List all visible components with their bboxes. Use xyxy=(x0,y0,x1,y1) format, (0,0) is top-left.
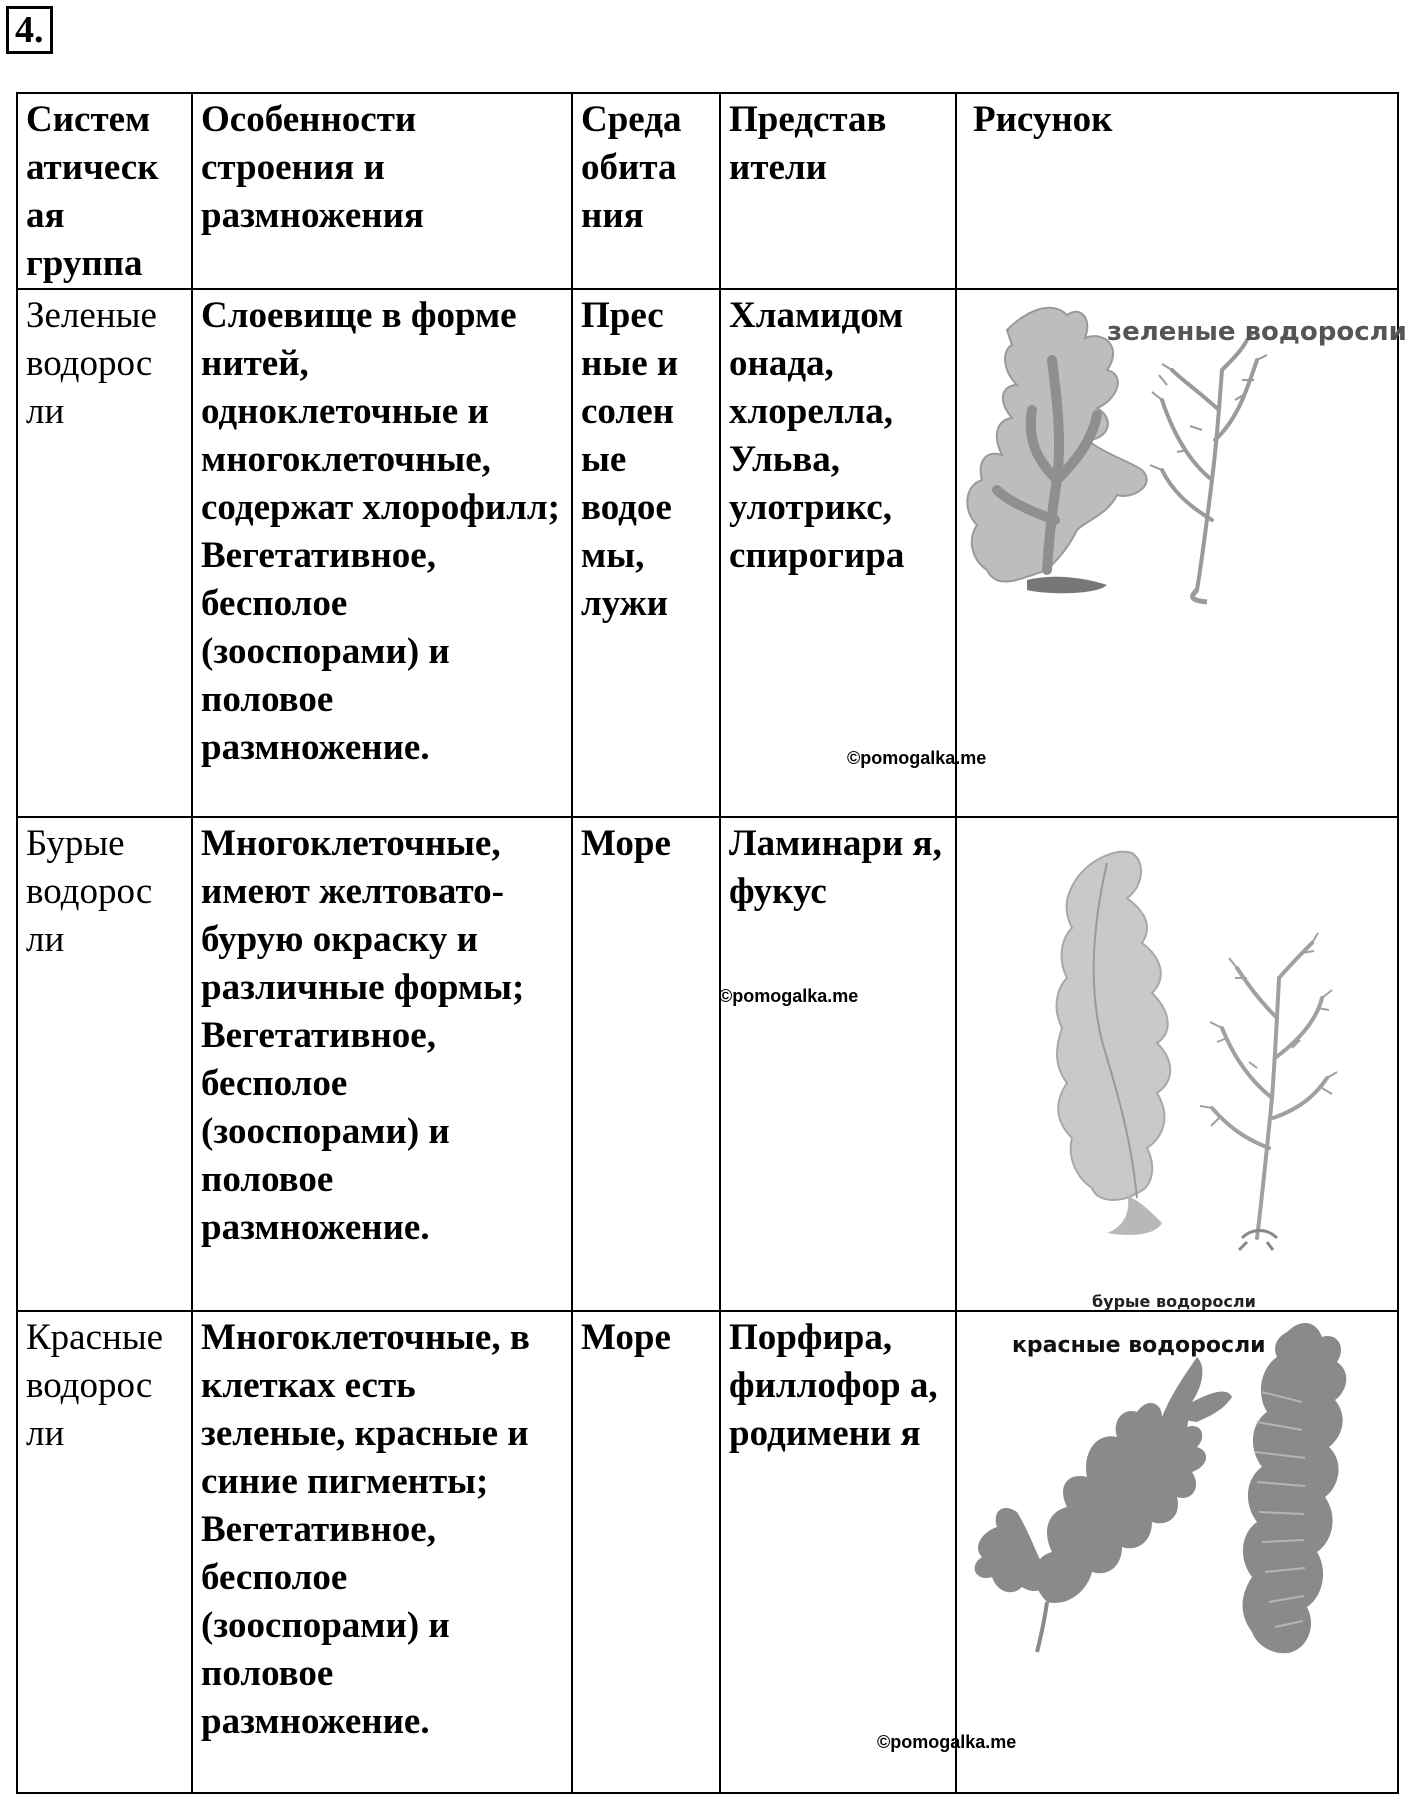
cell-habitat: Море xyxy=(572,817,720,1311)
header-group: Систем атическ ая группа xyxy=(17,93,192,289)
watermark: ©pomogalka.me xyxy=(847,748,987,768)
cell-features: Многоклеточные, в клетках есть зеленые, красные и синие пигменты; Вегетативное, бесполое (зооспорами) и половое размножение. xyxy=(192,1311,572,1793)
cell-picture xyxy=(847,289,1407,817)
task-number: 4. xyxy=(6,6,53,54)
picture-caption: зеленые водоросли xyxy=(1107,317,1407,347)
cell-features: Многоклеточные, имеют желтовато-бурую окраску и различные формы; Вегетативное, бесполое (зооспорами) и половое размножение. xyxy=(192,817,572,1311)
red-algae-illustration xyxy=(957,1312,1399,1792)
cell-group: Зеленые водорос ли xyxy=(17,289,192,817)
table-row-green-algae xyxy=(17,289,1398,817)
cell-group: Бурые водорос ли xyxy=(17,817,192,1311)
green-algae-illustration xyxy=(957,290,1399,816)
header-row xyxy=(17,93,1398,289)
table-row-red-algae xyxy=(17,1311,1398,1793)
picture-caption: бурые водоросли xyxy=(1092,1292,1256,1311)
header-habitat: Среда обита ния xyxy=(572,93,720,289)
cell-representatives: Порфира, филлофор а, родимени я xyxy=(720,1311,956,1793)
table-row-brown-algae xyxy=(17,817,1398,1311)
cell-picture xyxy=(877,1311,1398,1793)
cell-group: Красные водорос ли xyxy=(17,1311,192,1793)
cell-representatives: Хламидом онада, хлорелла, Ульва, улотрикс, спирогира xyxy=(720,289,956,817)
algae-table xyxy=(16,92,1407,1794)
watermark: ©pomogalka.me xyxy=(719,986,859,1006)
cell-representatives: Ламинари я, фукус xyxy=(720,817,956,1311)
header-features: Особенности строения и размножения xyxy=(192,93,572,289)
cell-habitat: Прес ные и солен ые водое мы, лужи xyxy=(572,289,720,817)
picture-caption: красные водоросли xyxy=(1012,1333,1266,1358)
header-picture: Рисунок xyxy=(956,93,1398,289)
header-representatives: Представ ители xyxy=(720,93,956,289)
watermark: ©pomogalka.me xyxy=(877,1732,1017,1752)
cell-features: Слоевище в форме нитей, одноклеточные и многоклеточные, содержат хлорофилл; Вегетативное, бесполое (зооспорами) и половое размножение. xyxy=(192,289,572,817)
cell-habitat: Море xyxy=(572,1311,720,1793)
brown-algae-illustration xyxy=(957,818,1399,1310)
